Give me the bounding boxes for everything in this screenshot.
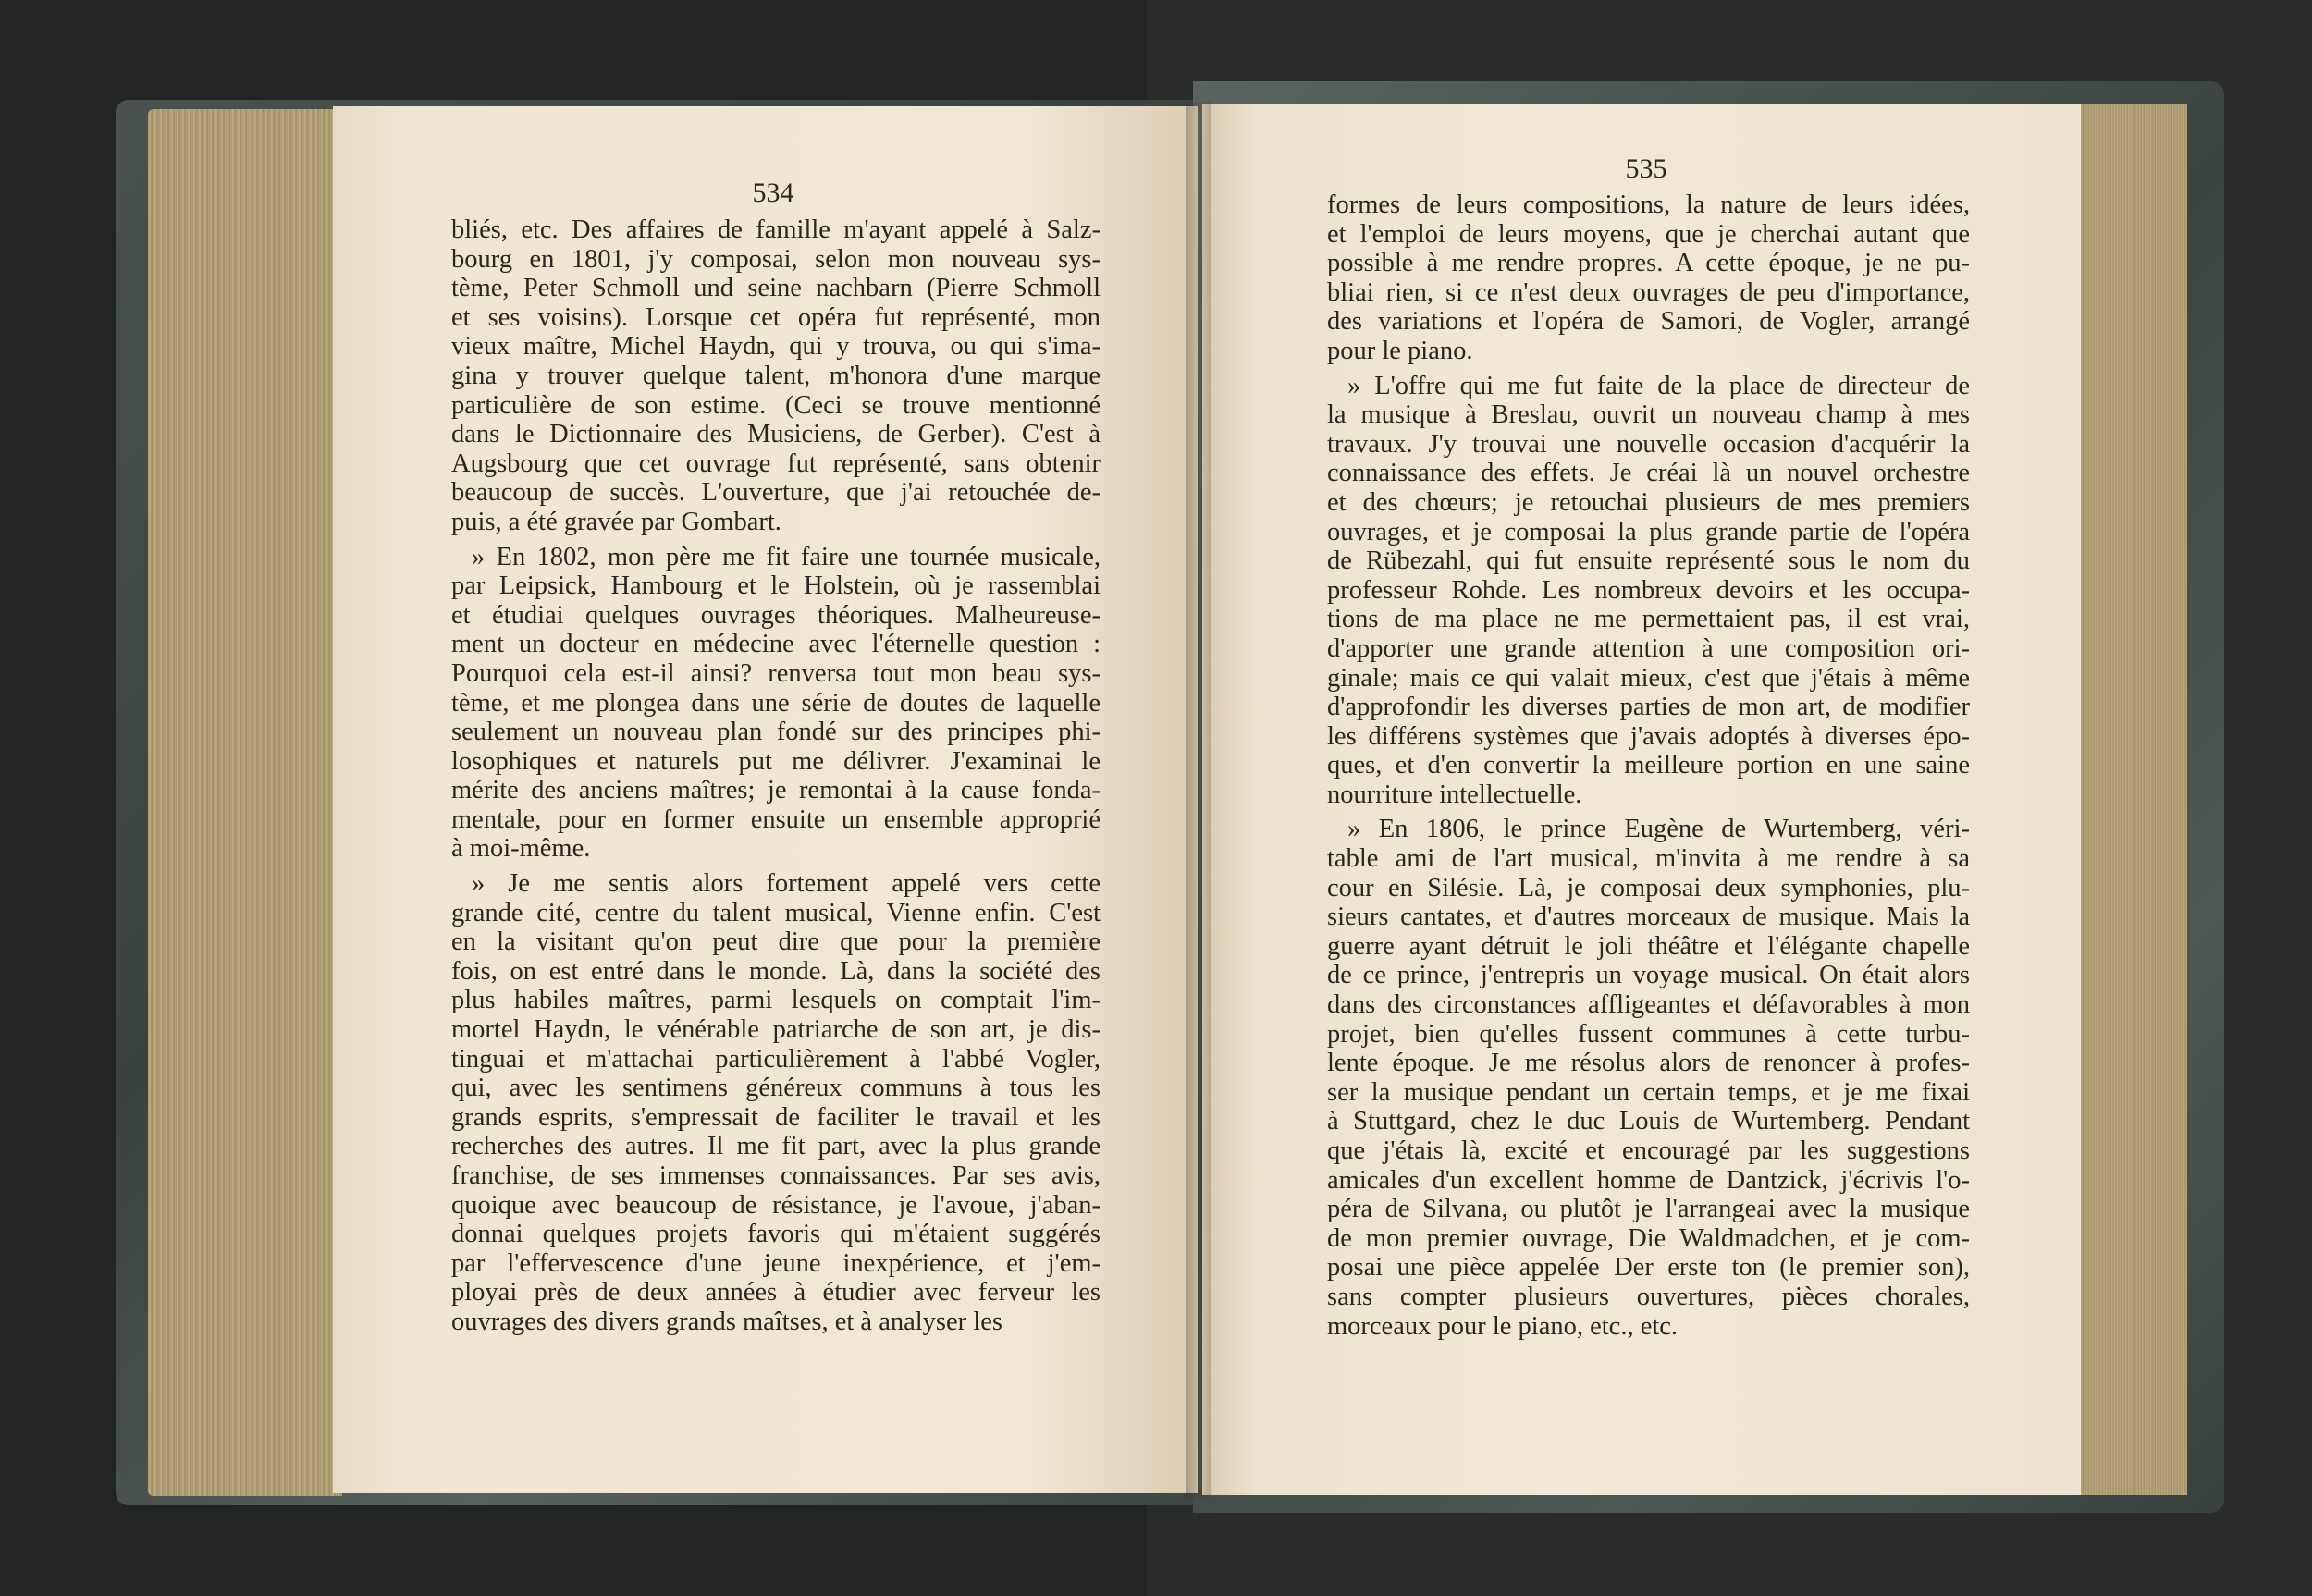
text-line: la musique à Breslau, ouvrit un nouveau champ à mes [1327,400,1970,430]
text-line: de Rübezahl, qui fut ensuite représenté sous le nom du [1327,546,1970,576]
text-line: posai une pièce appelée Der erste ton (le premier son), [1327,1253,1970,1283]
text-line: mortel Haydn, le vénérable patriarche de son art, je dis- [451,1015,1101,1045]
left-page [333,106,1198,1493]
text-line: d'apporter une grande attention à une composition ori- [1327,633,1970,663]
text-line: par Leipsick, Hambourg et le Holstein, où je rassemblai [451,571,1101,601]
text-line: particulière de son estime. (Ceci se trouve mentionné [451,390,1101,420]
text-line: possible à me rendre propres. A cette époque, je ne pu- [1327,249,1970,278]
right-page-text [1327,190,1970,1341]
left-page-number: 534 [752,178,794,208]
text-line: mentale, pour en former ensuite un ensemble approprié [451,804,1101,834]
text-line: bliai rien, si ce n'est deux ouvrages de peu d'importance, [1327,277,1970,307]
text-line: connaissance des effets. Je créai là un nouvel orchestre [1327,459,1970,488]
text-line: travaux. J'y trouvai une nouvelle occasion d'acquérir la [1327,429,1970,459]
text-line: losophiques et naturels put me délivrer. J'examinai le [451,746,1101,776]
text-line: tème, et me plongea dans une série de doutes de laquelle [451,688,1101,718]
page-edges-left [148,109,342,1496]
text-line: pour le piano. [1327,336,1473,365]
text-line: grands esprits, s'empressait de faciliter le travail et les [451,1102,1101,1132]
text-line: ouvrages des divers grands maîtses, et à analyser les [451,1307,1002,1336]
text-line: quoique avec beaucoup de résistance, je l'avoue, j'aban- [451,1190,1101,1220]
text-line: donnai quelques projets favoris qui m'étaient suggérés [451,1220,1101,1249]
page-edges-right [2067,104,2187,1495]
text-line: que j'étais là, excité et encouragé par les suggestions [1327,1136,1970,1165]
text-line: recherches des autres. Il me fit part, avec la plus grande [451,1132,1101,1161]
text-line: professeur Rohde. Les nombreux devoirs et les occupa- [1327,575,1970,605]
text-line: plus habiles maîtres, parmi lesquels on comptait l'im- [451,986,1101,1015]
right-page-number: 535 [1625,153,1667,184]
text-line: de ce prince, j'entrepris un voyage musical. On était alors [1327,961,1970,990]
text-line: ques, et d'en convertir la meilleure portion en une saine [1327,751,1970,780]
text-line: et étudiai quelques ouvrages théoriques. Malheureuse- [451,600,1101,630]
text-line: nourriture intellectuelle. [1327,780,1582,809]
text-line: par l'effervescence d'une jeune inexpérience, et j'em- [451,1248,1101,1278]
text-line: » En 1802, mon père me fit faire une tournée musicale, [472,542,1101,571]
text-line: à Stuttgard, chez le duc Louis de Wurtemberg. Pendant [1327,1107,1970,1136]
text-line: franchise, de ses immenses connaissances. Par ses avis, [451,1161,1101,1190]
text-line: de mon premier ouvrage, Die Waldmadchen, et je com- [1327,1223,1970,1253]
text-line: grande cité, centre du talent musical, Vienne enfin. C'est [451,898,1101,927]
text-line: et l'emploi de leurs moyens, que je cherchai autant que [1327,219,1970,249]
text-line: » L'offre qui me fut faite de la place de directeur de [1347,371,1970,400]
left-page-text [451,215,1101,1337]
text-line: et ses voisins). Lorsque cet opéra fut représenté, mon [451,302,1101,332]
text-line: puis, a été gravée par Gombart. [451,507,781,536]
right-page [1202,104,2081,1495]
text-line: Pourquoi cela est-il ainsi? renversa tout mon beau sys- [451,658,1101,688]
text-line: les différens systèmes que j'avais adoptés à diverses épo- [1327,721,1970,751]
text-line: en la visitant qu'on peut dire que pour la première [451,927,1101,957]
text-line: mérite des anciens maîtres; je remontai à la cause fonda- [451,776,1101,805]
text-line: morceaux pour le piano, etc., etc. [1327,1311,1679,1341]
text-line: cour en Silésie. Là, je composai deux symphonies, plu- [1327,873,1970,902]
text-line: sans compter plusieurs ouvertures, pièces chorales, [1327,1282,1970,1311]
text-line: qui, avec les sentimens généreux communs à tous les [451,1074,1101,1103]
text-line: péra de Silvana, ou plutôt je l'arrangeai avec la musique [1327,1195,1970,1224]
text-line: des variations et l'opéra de Samori, de Vogler, arrangé [1327,307,1970,337]
text-line: bliés, etc. Des affaires de famille m'ayant appelé à Salz- [451,215,1101,244]
text-line: ouvrages, et je composai la plus grande partie de l'opéra [1327,517,1970,546]
text-line: bourg en 1801, j'y composai, selon mon nouveau sys- [451,244,1101,274]
text-line: tions de ma place ne me permettaient pas, il est vrai, [1327,605,1970,634]
text-line: tinguai et m'attachai particulièrement à l'abbé Vogler, [451,1044,1101,1074]
text-line: beaucoup de succès. L'ouverture, que j'ai retouchée de- [451,478,1101,508]
text-line: sieurs cantates, et d'autres morceaux de musique. Mais la [1327,902,1970,932]
book-gutter [1186,102,1211,1498]
text-line: vieux maître, Michel Haydn, qui y trouva, ou qui s'ima- [451,332,1101,362]
text-line: » En 1806, le prince Eugène de Wurtemberg, véri- [1347,815,1970,844]
text-line: ment un docteur en médecine avec l'éternelle question : [451,630,1101,659]
text-line: Augsbourg que cet ouvrage fut représenté, sans obtenir [451,448,1101,478]
text-line: ginale; mais ce qui valait mieux, c'est que j'étais à même [1327,663,1970,693]
text-line: » Je me sentis alors fortement appelé vers cette [472,869,1101,899]
text-line: lente époque. Je me résolus alors de renoncer à profes- [1327,1049,1970,1078]
text-line: dans des circonstances affligeantes et défavorables à mon [1327,990,1970,1020]
text-line: et des chœurs; je retouchai plusieurs de mes premiers [1327,487,1970,517]
text-line: dans le Dictionnaire des Musiciens, de Gerber). C'est à [451,420,1101,449]
text-line: projet, bien qu'elles fussent communes à cette turbu- [1327,1019,1970,1049]
text-line: d'approfondir les diverses parties de mon art, de modifier [1327,693,1970,722]
text-line: amicales d'un excellent homme de Dantzick, j'écrivis l'o- [1327,1165,1970,1195]
text-line: à moi-même. [451,834,591,864]
text-line: formes de leurs compositions, la nature de leurs idées, [1327,190,1970,219]
text-line: tème, Peter Schmoll und seine nachbarn (Pierre Schmoll [451,274,1101,303]
text-line: guerre ayant détruit le joli théâtre et l'élégante chapelle [1327,931,1970,961]
text-line: ser la musique pendant un certain temps, et je me fixai [1327,1077,1970,1107]
text-line: gina y trouver quelque talent, m'honora d'une marque [451,361,1101,390]
text-line: ployai près de deux années à étudier avec ferveur les [451,1278,1101,1307]
text-line: table ami de l'art musical, m'invita à me rendre à sa [1327,844,1970,874]
text-line: fois, on est entré dans le monde. Là, dans la société des [451,956,1101,986]
text-line: seulement un nouveau plan fondé sur des principes phi- [451,718,1101,747]
